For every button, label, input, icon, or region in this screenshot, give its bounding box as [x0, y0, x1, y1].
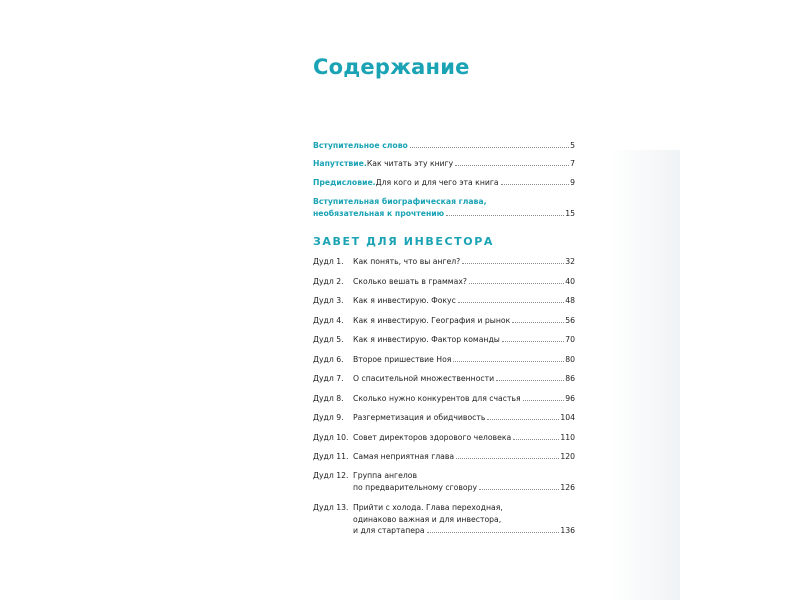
toc-entry-bio-chapter	[313, 196, 575, 220]
toc-entry-title-accent: Вступительная биографическая глава,	[313, 197, 487, 206]
toc-page-number: 40	[565, 277, 575, 286]
leader-dots	[462, 263, 564, 264]
toc-page-number: 15	[565, 209, 575, 218]
toc-chapter-13	[313, 502, 575, 537]
chapter-title: Прийти с холода. Глава переходная,	[353, 503, 503, 512]
toc-entry-title-accent: Предисловие.	[313, 178, 376, 187]
toc-page-number: 56	[565, 316, 575, 325]
chapter-number: Дудл 11.	[313, 452, 349, 461]
leader-dots	[455, 165, 569, 166]
chapter-title: одинаково важная и для инвестора,	[353, 514, 502, 524]
toc-chapter-3	[313, 295, 575, 307]
toc-page-number: 32	[565, 257, 575, 266]
toc-page-number: 5	[570, 141, 575, 150]
chapter-number: Дудл 12.	[313, 471, 349, 480]
page-shading	[610, 150, 680, 600]
leader-dots	[456, 458, 559, 459]
leader-dots	[496, 380, 564, 381]
toc-page-number: 120	[560, 452, 575, 461]
toc-page-number: 104	[560, 413, 575, 422]
toc-chapter-4	[313, 315, 575, 327]
leader-dots	[458, 302, 564, 303]
leader-dots	[502, 341, 564, 342]
leader-dots	[513, 439, 559, 440]
chapter-number: Дудл 10.	[313, 433, 349, 442]
chapter-title: Группа ангелов	[353, 471, 417, 480]
toc-page-number: 48	[565, 296, 575, 305]
toc-chapter-9	[313, 412, 575, 424]
chapter-number: Дудл 5.	[313, 335, 344, 344]
toc-page-number: 9	[570, 178, 575, 187]
page-title: Содержание	[313, 55, 470, 79]
chapter-title: Как я инвестирую. География и рынок	[353, 316, 511, 325]
toc-chapter-12	[313, 470, 575, 493]
chapter-title: Сколько нужно конкурентов для счастья	[353, 394, 521, 403]
toc-chapter-5	[313, 334, 575, 346]
chapter-number: Дудл 3.	[313, 296, 344, 305]
chapter-title: Как понять, что вы ангел?	[353, 257, 461, 266]
chapter-title: Разгерметизация и обидчивость	[353, 413, 486, 422]
toc-entry-title-accent: Напутствие.	[313, 159, 367, 168]
toc-entry-title: Как читать эту книгу	[366, 159, 454, 168]
leader-dots	[523, 400, 565, 401]
leader-dots	[427, 532, 560, 533]
toc-entry-parting-word	[313, 158, 575, 170]
chapter-title: Совет директоров здорового человека	[353, 433, 512, 442]
leader-dots	[410, 147, 569, 148]
chapter-title: Второе пришествие Ноя	[353, 355, 452, 364]
toc-chapter-11	[313, 451, 575, 463]
leader-dots	[487, 419, 559, 420]
toc-page-number: 110	[560, 433, 575, 442]
chapter-number: Дудл 8.	[313, 394, 344, 403]
leader-dots	[446, 215, 564, 216]
chapter-number: Дудл 7.	[313, 374, 344, 383]
toc-chapter-8	[313, 393, 575, 405]
toc-entry-foreword	[313, 177, 575, 189]
toc-page-number: 80	[565, 355, 575, 364]
toc-entry-intro-word	[313, 140, 575, 152]
leader-dots	[469, 283, 564, 284]
chapter-title: Как я инвестирую. Фокус	[353, 296, 456, 305]
chapter-number: Дудл 4.	[313, 316, 344, 325]
chapter-title: Как я инвестирую. Фактор команды	[353, 335, 500, 344]
toc-chapter-6	[313, 354, 575, 366]
chapter-number: Дудл 9.	[313, 413, 344, 422]
chapter-number: Дудл 13.	[313, 503, 349, 512]
chapter-number: Дудл 6.	[313, 355, 344, 364]
toc-chapter-1	[313, 256, 575, 268]
chapter-title: и для стартапера	[353, 526, 425, 535]
chapter-title: Сколько вешать в граммах?	[353, 277, 467, 286]
leader-dots	[479, 489, 559, 490]
toc-page-number: 70	[565, 335, 575, 344]
toc-chapter-10	[313, 432, 575, 444]
leader-dots	[512, 322, 564, 323]
chapter-number: Дудл 2.	[313, 277, 344, 286]
toc-page-number: 7	[570, 159, 575, 168]
leader-dots	[453, 361, 564, 362]
toc-page-number: 86	[565, 374, 575, 383]
leader-dots	[501, 184, 570, 185]
toc-entry-title-accent: Вступительное слово	[313, 141, 408, 150]
chapter-title: О спасительной множественности	[353, 374, 495, 383]
toc-entry-title: Для кого и для чего эта книга	[375, 178, 499, 187]
chapter-title: Самая неприятная глава	[353, 452, 455, 461]
toc-entry-title-accent: необязательная к прочтению	[313, 209, 445, 218]
toc-page-number: 96	[565, 394, 575, 403]
toc-chapter-7	[313, 373, 575, 385]
section-heading: ЗАВЕТ ДЛЯ ИНВЕСТОРА	[313, 235, 495, 248]
chapter-title: по предварительному сговору	[353, 482, 478, 492]
toc-chapter-2	[313, 276, 575, 288]
toc-page-number: 136	[560, 526, 575, 535]
chapter-number: Дудл 1.	[313, 257, 344, 266]
toc-page-number: 126	[560, 482, 575, 492]
